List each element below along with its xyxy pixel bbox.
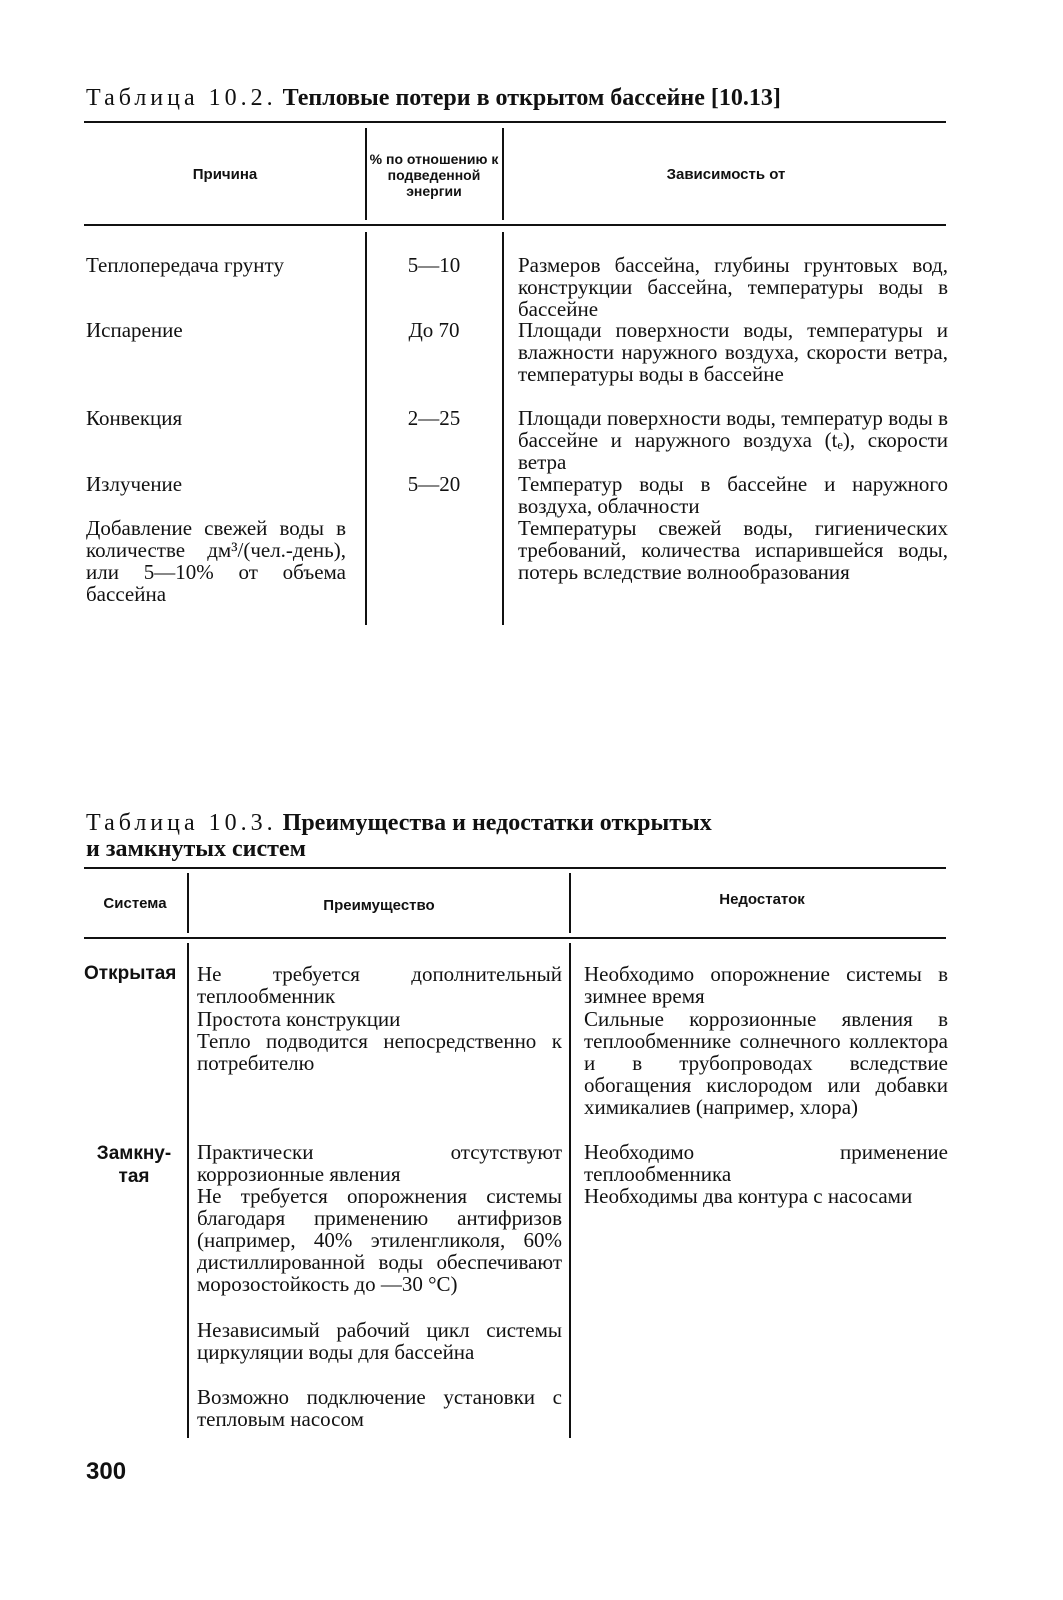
table2-row2-advantage-1: Практически отсутствуют коррозионные явления	[197, 1140, 562, 1186]
table1-row3-dependence: Площади поверхности воды, температур воды в бассейне и наружного воздуха (tₑ), скорости ветра	[518, 406, 948, 474]
table2-row2-disadvantage-1: Необходимо применение теплообменника	[584, 1140, 948, 1186]
table1-body-divider-2	[502, 232, 504, 625]
table1-row4-dependence: Температур воды в бассейне и наружного воздуха, облачности	[518, 472, 948, 518]
table1-header-dependence: Зависимость от	[666, 165, 786, 183]
table2-caption-title-line2: и замкнутых систем	[86, 836, 306, 862]
table2-body-divider-1	[187, 943, 189, 1438]
table1-row4-percent: 5—20	[407, 472, 461, 496]
table2-row2-system: Замкну- тая	[96, 1143, 172, 1187]
table2-row1-disadvantage-2: Сильные коррозионные явления в теплообменнике солнечного коллектора и в трубопроводах вследствие обогащения кислородом или добавки химикалиев (например, хлора)	[584, 1007, 948, 1119]
table2-header-disadvantage: Недостаток	[719, 890, 805, 908]
table1-caption	[86, 85, 986, 111]
table1-body-divider-1	[365, 232, 367, 625]
table2-top-rule	[84, 867, 946, 869]
table1-row1-dependence: Размеров бассейна, глубины грунтовых вод, конструкции бассейна, температуры воды в бассейне	[518, 253, 948, 321]
table2-header-divider-2	[569, 873, 571, 933]
table2-header-rule	[84, 937, 946, 939]
table1-row2-dependence: Площади поверхности воды, температуры и влажности наружного воздуха, скорости ветра, температуры воды в бассейне	[518, 318, 948, 386]
table1-row1-percent: 5—10	[407, 253, 461, 277]
table2-caption-prefix: Таблица 10.3.	[86, 810, 277, 836]
table2-caption-title-line1: Преимущества и недостатки открытых	[282, 810, 712, 836]
table2-row2-advantage-4: Возможно подключение установки с тепловым насосом	[197, 1385, 562, 1431]
table2-header-advantage: Преимущество	[323, 896, 435, 914]
table1-row2-cause: Испарение	[86, 318, 183, 342]
table2-row1-disadvantage-1: Необходимо опорожнение системы в зимнее время	[584, 962, 948, 1008]
table1-row4-cause: Излучение	[86, 472, 183, 496]
table1-caption-prefix: Таблица 10.2.	[86, 85, 277, 111]
table2-body-divider-2	[569, 943, 571, 1438]
page-number: 300	[86, 1458, 127, 1485]
table1-header-rule	[84, 224, 946, 226]
table1-caption-title: Тепловые потери в открытом бассейне [10.13]	[282, 85, 781, 111]
table2-header-divider-1	[187, 873, 189, 933]
table1-header-divider-2	[502, 128, 504, 220]
table1-header-cause: Причина	[192, 165, 258, 183]
table1-row2-percent: До 70	[408, 318, 460, 342]
table1-row1-cause: Теплопередача грунту	[86, 253, 284, 277]
table2-row2-disadvantage-2: Необходимы два контура с насосами	[584, 1184, 913, 1208]
table1-row5-dependence: Температуры свежей воды, гигиенических требований, количества испарившейся воды, потерь вследствие волнообразования	[518, 516, 948, 584]
table2-row2-advantage-3: Независимый рабочий цикл системы циркуляции воды для бассейна	[197, 1318, 562, 1364]
table1-row3-cause: Конвекция	[86, 406, 183, 430]
table1-header-percent: % по отношению к подведенной энергии	[369, 151, 499, 199]
table2-row2-advantage-2: Не требуется опорожнения системы благодаря применению антифризов (например, 40% этиленгликоля, 60% дистиллированной воды обеспечивают морозостойкость до —30 °С)	[197, 1184, 562, 1296]
table1-row3-percent: 2—25	[407, 406, 461, 430]
table2-row1-advantage-2: Простота конструкции	[197, 1007, 401, 1031]
table2-caption	[86, 810, 886, 862]
table1-row5-cause: Добавление свежей воды в количестве дм³/(чел.-день), или 5—10% от объема бассейна	[86, 516, 346, 606]
table2-row1-advantage-1: Не требуется дополнительный теплообменник	[197, 962, 562, 1008]
table2-row1-system: Открытая	[84, 963, 177, 984]
table2-header-system: Система	[103, 894, 167, 912]
table1-header-divider-1	[365, 128, 367, 220]
table2-row1-advantage-3: Тепло подводится непосредственно к потребителю	[197, 1029, 562, 1075]
table1-top-rule	[84, 121, 946, 123]
